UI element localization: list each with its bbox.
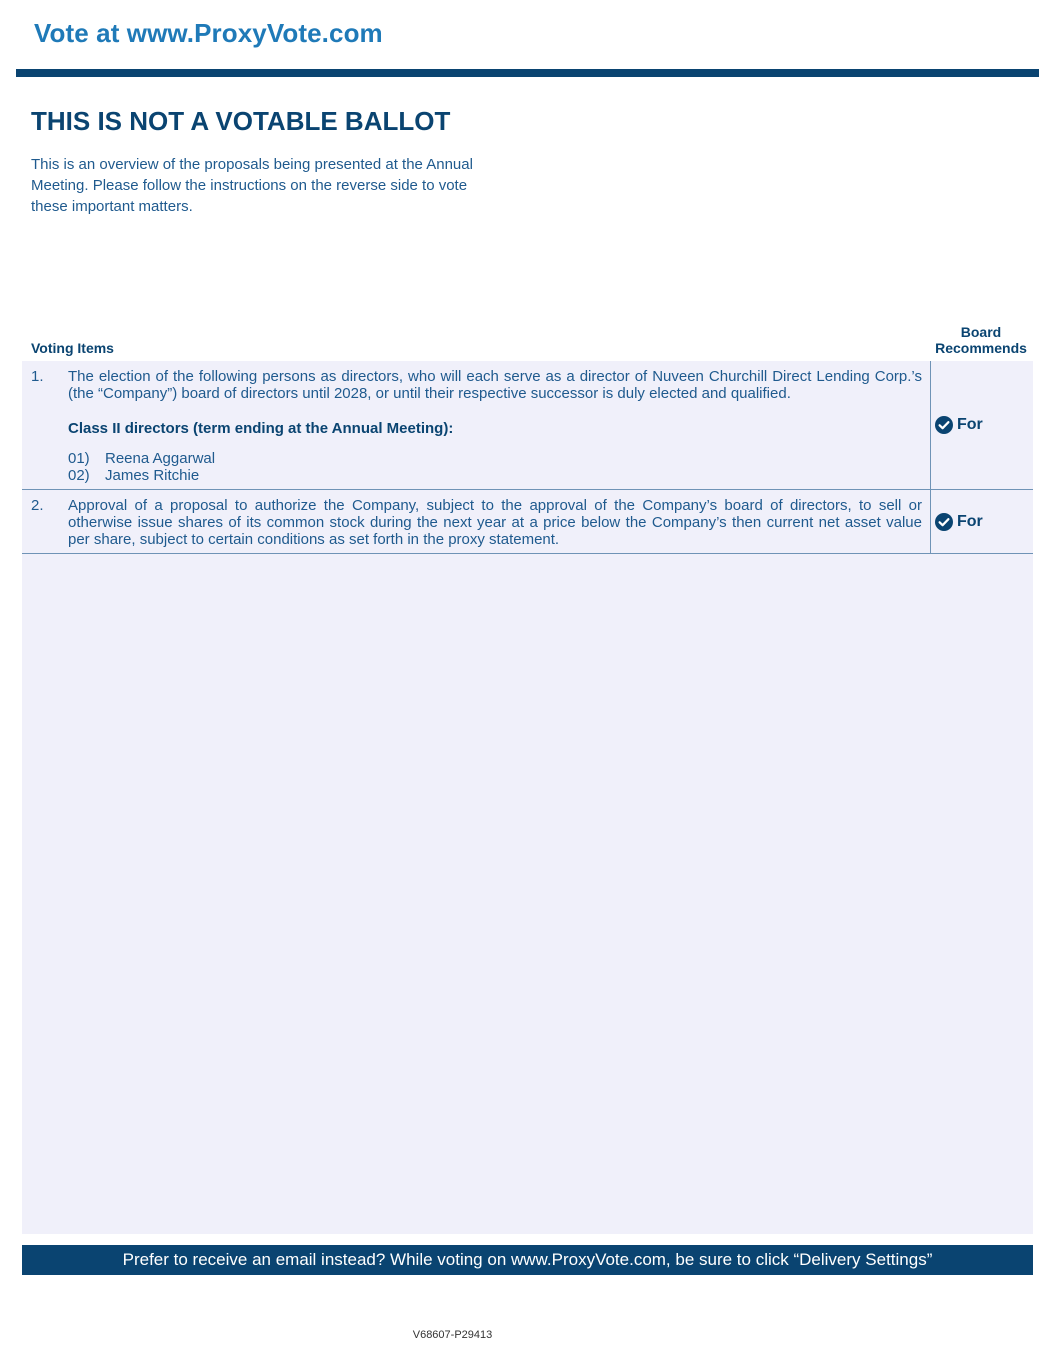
recommendation [935, 513, 983, 531]
document-code: V68607-P29413 [412, 1329, 493, 1341]
item-number: 2. [31, 497, 44, 514]
voting-item-2 [22, 490, 1033, 554]
voting-item-1 [22, 361, 1033, 490]
ballot-heading: THIS IS NOT A VOTABLE BALLOT [31, 106, 451, 136]
item-text: Approval of a proposal to authorize the Company, subject to the approval of the Company’s board of directors, to sell or otherwise issue shares of its common stock during the next year at a price below the Company’s then current net asset value per share, subject to certain conditions as set forth in the proxy statement. [68, 497, 922, 548]
voting-items-header: Voting Items [31, 340, 114, 356]
nominee-name: James Ritchie [105, 467, 200, 484]
board-recommends-header [928, 324, 1034, 356]
nominee-2 [68, 467, 199, 484]
column-divider [930, 490, 931, 553]
recommendation-label: For [957, 513, 983, 530]
class-heading: Class II directors (term ending at the Annual Meeting): [68, 420, 454, 437]
item-text: The election of the following persons as directors, who will each serve as a director of Nuveen Churchill Direct Lending Corp.’s (the “Company”) board of directors until 2028, or until their respective successor is duly elected and qualified. [68, 368, 922, 402]
board-recommends-header-line2: Recommends [935, 340, 1027, 356]
delivery-settings-banner: Prefer to receive an email instead? While voting on www.ProxyVote.com, be sure to click “Delivery Settings” [22, 1245, 1033, 1275]
column-divider [930, 361, 931, 489]
nominee-number: 01) [68, 450, 90, 467]
board-recommends-header-line1: Board [960, 324, 1002, 340]
check-circle-icon [935, 416, 953, 434]
recommendation-label: For [957, 416, 983, 433]
intro-text: This is an overview of the proposals being presented at the Annual Meeting. Please follow the instructions on the reverse side to vote these important matters. [31, 156, 473, 215]
header-rule [16, 69, 1039, 77]
item-number: 1. [31, 368, 44, 385]
nominee-number: 02) [68, 467, 90, 484]
recommendation [935, 416, 983, 434]
nominee-name: Reena Aggarwal [105, 450, 216, 467]
header-title[interactable]: Vote at www.ProxyVote.com [34, 18, 383, 48]
check-circle-icon [935, 513, 953, 531]
nominee-1 [68, 450, 215, 467]
